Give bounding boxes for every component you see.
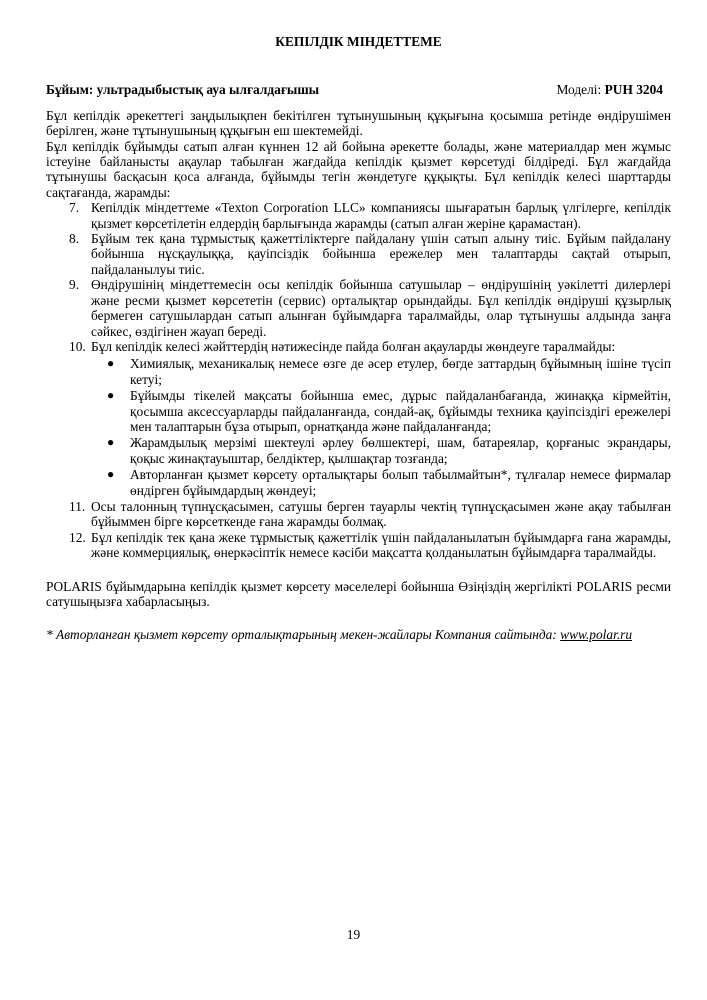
bullet-icon: ● bbox=[107, 356, 115, 371]
list-item bbox=[69, 338, 671, 498]
product-label: Бұйым: bbox=[46, 82, 94, 98]
contact-paragraph: POLARIS бұйымдарына кепілдік қызмет көрсету мәселелері бойынша Өзіңіздің жергілікті POLARIS ресми сатушыңызға хабарласыңыз. bbox=[46, 578, 671, 609]
bullet-icon: ● bbox=[107, 467, 115, 482]
bullet-item bbox=[107, 435, 671, 466]
bullet-item bbox=[107, 356, 671, 387]
item-number: 11. bbox=[69, 498, 86, 514]
bullet-item bbox=[107, 388, 671, 434]
exclusions-list bbox=[91, 356, 671, 498]
footnote-text: * Авторланған қызмет көрсету орталықтарының мекен-жайлары Компания сайтында: bbox=[46, 627, 557, 643]
bullet-text: Бұйымды тікелей мақсаты бойынша емес, дұрыс пайдаланбағанда, жинаққа кірмейтін, қосымша аксессуарларды пайдаланғанда, сондай-ақ, бұйымды техника қауіпсіздігі ережелері мен талаптарын бұза отырып, орнатқанда және пайдаланғанда; bbox=[130, 388, 671, 434]
bullet-text: Авторланған қызмет көрсету орталықтары болып табылмайтын*, тұлғалар немесе фирмалар өндірген бұйымдардың жөндеуі; bbox=[130, 467, 671, 498]
list-item bbox=[69, 231, 671, 277]
warranty-page bbox=[46, 34, 671, 656]
list-item bbox=[69, 277, 671, 339]
item-text: Кепілдік міндеттеме «Texton Corporation LLC» компаниясы шығаратын барлық үлгілерге, кепілдік қызмет көрсетілетін елдердің барлығында жарамды (сатып алған жеріне қарамастан). bbox=[91, 200, 671, 231]
bullet-text: Жарамдылық мерзімі шектеулі әрлеу бөлшектері, шам, батареялар, қорғаныс экрандары, қоқыс жинақтауыштар, белдіктер, қылшақтар тозғанда; bbox=[130, 435, 671, 466]
product-info bbox=[46, 82, 319, 97]
model-value: PUH 3204 bbox=[604, 82, 663, 98]
intro-paragraph-1: Бұл кепілдік әрекеттегі заңдылықпен бекітілген тұтынушының құқығына қосымша ретінде өндірушімен берілген, және тұтынушының құқығын еш шектемейді. bbox=[46, 107, 671, 139]
model-label: Моделі: bbox=[556, 82, 602, 98]
item-number: 9. bbox=[69, 277, 80, 293]
list-item bbox=[69, 529, 671, 561]
product-row bbox=[46, 82, 671, 97]
item-number: 10. bbox=[69, 338, 86, 354]
bullet-item bbox=[107, 467, 671, 498]
product-name: ультрадыбыстық ауа ылғалдағышы bbox=[96, 82, 320, 98]
footnote bbox=[46, 627, 671, 642]
model-info bbox=[556, 82, 663, 97]
list-item bbox=[69, 200, 671, 231]
bullet-icon: ● bbox=[107, 435, 115, 450]
conditions-list bbox=[46, 200, 671, 560]
website-link[interactable]: www.polar.ru bbox=[560, 627, 633, 643]
intro-paragraph-2: Бұл кепілдік бұйымды сатып алған күннен 12 ай бойына әрекетте болады, және материалдар мен жұмыс істеуіне байланысты ақаулар табылған жағдайда кепілдік қызмет көрсетуді білдіреді. Бұл жағдайда тұтынушы басқасын қоса алғанда, бұйымды тегін жөндетуге құқықты. Бұл кепілдік келесі шарттарды сақтағанда, жарамды: bbox=[46, 138, 671, 200]
item-number: 8. bbox=[69, 231, 80, 247]
item-number: 12. bbox=[69, 529, 86, 545]
item-text: Өндірушінің міндеттемесін осы кепілдік бойынша сатушылар – өндірушінің уәкілетті дилерлері және ресми қызмет көрсететін (сервис) орталықтар орындайды. Бұл кепілдік өндіруші құзырлық бермеген сатушылардан сатып алынған бұйымдарға таралмайды, олар тұтынушы алдында заңға сәйкес, өздігінен жауап береді. bbox=[91, 277, 671, 339]
list-item bbox=[69, 498, 671, 530]
item-text: Бұл кепілдік келесі жәйттердің нәтижесінде пайда болған ақауларды жөндеуге таралмайды: bbox=[91, 338, 616, 354]
item-text: Бұйым тек қана тұрмыстық қажеттіліктерге пайдалану үшін сатып алыну тиіс. Бұйым пайдалану бойынша нұсқаулыққа, қауіпсіздік бойынша ережелер мен талаптарды сақтай отырып, пайдаланылуы тиіс. bbox=[91, 231, 671, 277]
page-title: КЕПІЛДІК МІНДЕТТЕМЕ bbox=[275, 34, 442, 49]
item-text: Осы талонның түпнұсқасымен, сатушы берген тауарлы чектің түпнұсқасымен және ақау табылған бұйыммен бірге көрсеткенде ғана жарамды болмақ. bbox=[91, 498, 671, 530]
page-number: 19 bbox=[346, 927, 361, 942]
item-text: Бұл кепілдік тек қана жеке тұрмыстық қажеттілік үшін пайдаланылатын бұйымдарға ғана жарамды, және коммерциялық, өнеркәсіптік немесе кәсіби мақсатта қолданылатын бұйымдарға таралмайды. bbox=[91, 529, 671, 561]
item-number: 7. bbox=[69, 200, 80, 216]
bullet-icon: ● bbox=[107, 388, 115, 403]
bullet-text: Химиялық, механикалық немесе өзге де әсер етулер, бөгде заттардың бұйымның ішіне түсіп кетуі; bbox=[130, 356, 671, 387]
